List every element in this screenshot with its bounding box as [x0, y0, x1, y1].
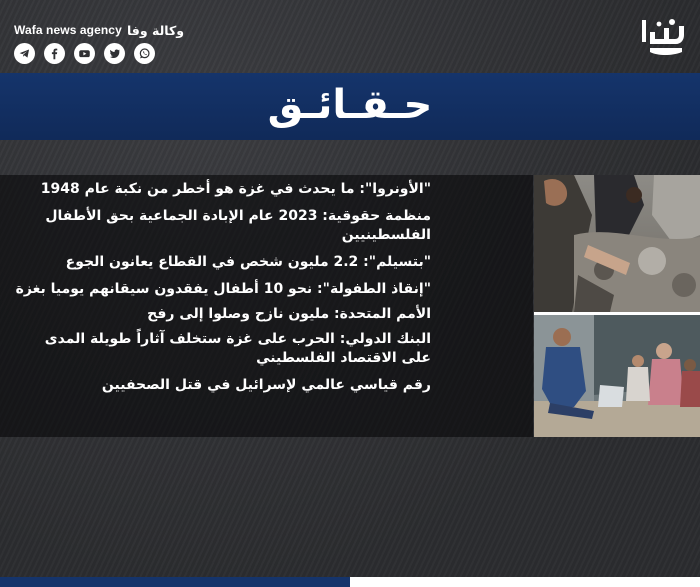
top-bar — [0, 0, 700, 72]
twitter-icon[interactable] — [104, 43, 125, 64]
agency-block — [14, 22, 184, 64]
page-title: حـقـائـق — [267, 81, 433, 128]
displaced-family-photo — [534, 315, 700, 437]
fact-item-1: "الأونروا": ما يحدث في غزة هو أخطر من نكبة عام 1948 — [40, 181, 431, 197]
whatsapp-icon[interactable] — [134, 43, 155, 64]
title-banner — [0, 73, 700, 140]
fact-item-7: رقم قياسي عالمي لإسرائيل في قتل الصحفيين — [101, 377, 431, 393]
fact-item-4: "إنقاذ الطفولة": نحو 10 أطفال يفقدون سيقانهم يوميا بغزة — [15, 281, 431, 297]
fact-item-5: الأمم المتحدة: مليون نازح وصلوا إلى رفح — [147, 306, 431, 322]
youtube-icon[interactable] — [74, 43, 95, 64]
social-links — [14, 43, 184, 64]
rubble-photo — [534, 175, 700, 312]
bottom-strip-blue — [0, 577, 350, 587]
facts-panel — [0, 175, 533, 437]
fact-item-6: البنك الدولي: الحرب على غزة ستخلف آثاراً طويلة المدى على الاقتصاد الفلسطيني — [44, 331, 431, 366]
facts-list — [11, 180, 431, 403]
agency-name-en: Wafa news agency — [14, 23, 122, 37]
photo-column — [534, 175, 700, 437]
wafa-logo — [642, 14, 686, 58]
telegram-icon[interactable] — [14, 43, 35, 64]
facebook-icon[interactable] — [44, 43, 65, 64]
fact-item-2: منظمة حقوقية: 2023 عام الإبادة الجماعية بحق الأطفال الفلسطينيين — [45, 208, 431, 243]
bottom-strip-white — [350, 577, 700, 587]
bottom-strip — [0, 577, 700, 587]
agency-names — [14, 22, 184, 38]
fact-item-3: "بتسيلم": 2.2 مليون شخص في القطاع يعانون الجوع — [65, 254, 431, 270]
agency-name-ar: وكالة وفا — [126, 22, 184, 38]
